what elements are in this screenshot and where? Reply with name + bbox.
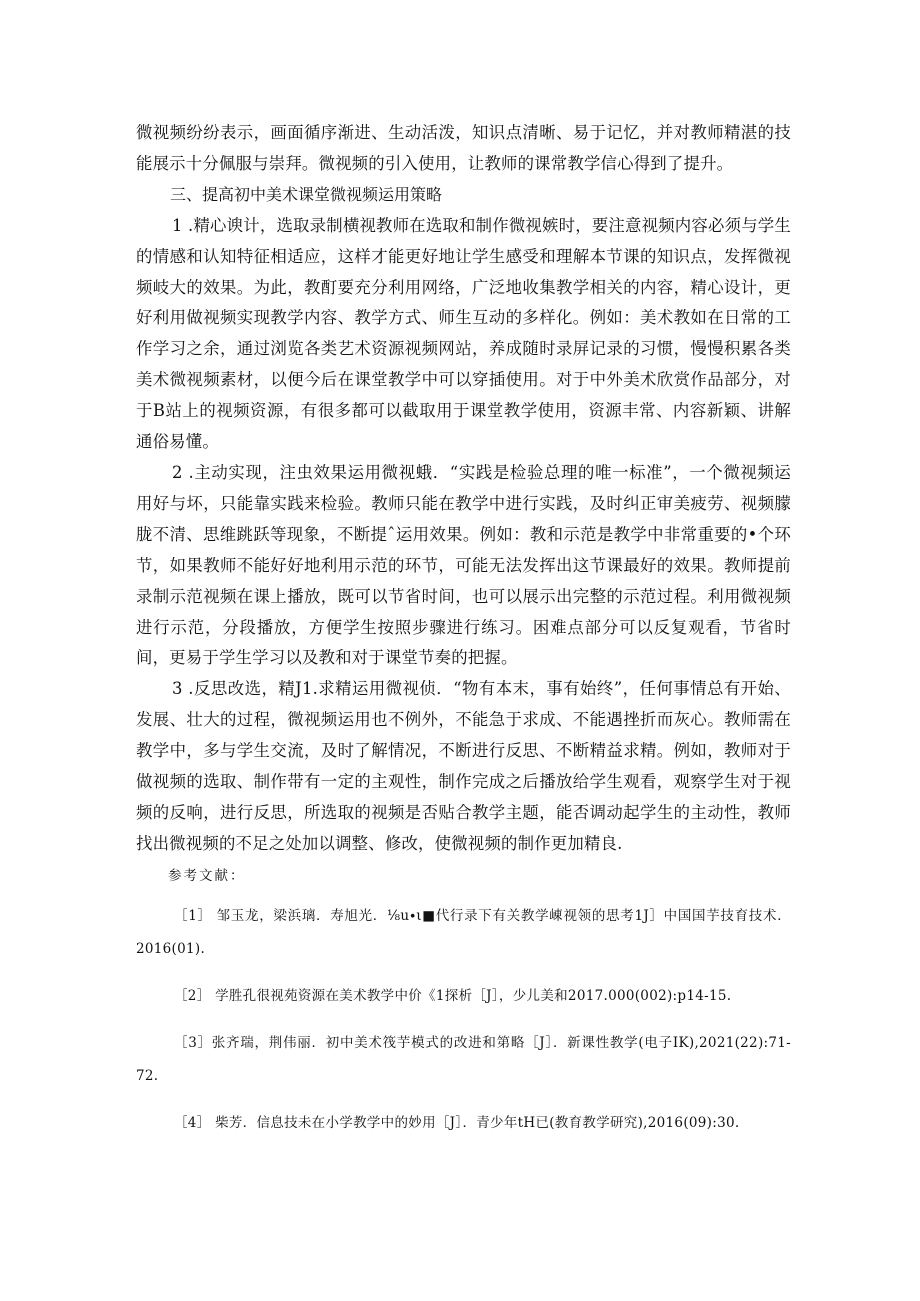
paragraph-continuation: 微视频纷纷表示，画面循序渐进、生动活泼，知识点清晰、易于记忆，并对教师精湛的技能展示十分佩服与崇拜。微视频的引入使用，让教师的课常教学信心得到了提升。 [136,123,791,173]
reference-item: ［4］ 柴芳．信息技未在小学教学中的妙用［J］．青少年tH已(教育教学研究),2016(09):30. [174,1115,740,1131]
paragraph-strategy-2: 2 .主动实现，注虫效果运用微视蛾．“实践是检验总理的唯一标准”，一个微视频运用好与坏，只能靠实践来检验。教师只能在教学中进行实践，及时纠正审美疲劳、视频朦胧不清、思维跳跃等现象，不断提ˆ运用效果。例如：教和示范是教学中非常重要的•个环节，如果教师不能好好地利用示范的环节，可能无法发挥出这节课最好的效果。教师提前录制示范视频在课上播放，既可以节省时间，也可以展示出完整的示范过程。利用微视频进行示范，分段播放，方便学生按照步骤进行练习。困难点部分可以反复观看，节省时间，更易于学生学习以及教和对于课堂节奏的把握。 [136,462,791,668]
article-body [136,118,791,860]
reference-item: ［2］ 学胜孔很视苑资源在美术教学中价《1探析［J］，少儿美和2017.000(002):p14-15. [174,988,732,1004]
reference-item: ［3］张齐瑞，荆伟丽．初中美术筏芋模式的改进和第略［J］．新课性教学(电子IK),2021(22):71-72. [136,1035,791,1084]
references-section [136,866,791,1154]
references-title: 参考文献： [168,868,246,884]
section-heading: 三、提高初中美术课堂微视频运用策略 [170,184,443,204]
paragraph-strategy-1: 1 .精心谀计，选取录制横视教师在选取和制作微视嫉时，要注意视频内容必须与学生的情感和认知特征相适应，这样才能更好地让学生感受和理解本节课的知识点，发挥微视频岐大的效果。为此，教酊要充分利用网络，广泛地收集教学相关的内容，精心设计，更好利用做视频实现教学内容、教学方式、师生互动的多样化。例如：美术教如在日常的工作学习之余，通过浏览各类艺术资源视频网站，养成随时录屏记录的习惯，慢慢积累各类美术微视频素材，以便今后在课堂教学中可以穿插使用。对于中外美术欣赏作品部分，对于B站上的视频资源，有很多都可以截取用于课堂教学使用，资源丰常、内容新颖、讲解通俗易懂。 [136,215,791,452]
paragraph-strategy-3: 3 .反思改选，精J1.求精运用微视侦．“物有本末，事有始终”，任何事情总有开始、发展、壮大的过程，微视频运用也不例外，不能急于求成、不能遇挫折而灰心。教师需在教学中，多与学生交流，及时了解情况，不断进行反思、不断精益求精。例如，教师对于做视频的选取、制作带有一定的主观性，制作完成之后播放给学生观看，观察学生对于视频的反响，进行反思，所选取的视频是否贴合教学主题，能否调动起学生的主动性，教师找出微视频的不足之处加以调整、修改，使微视频的制作更加精良. [136,679,791,853]
reference-item: ［1］ 邹玉龙，梁浜璃．寿旭光．⅛u∙ι■代行录下有关教学崠视领的思考1J］中国国芋技育技术．2016(01). [136,908,791,957]
